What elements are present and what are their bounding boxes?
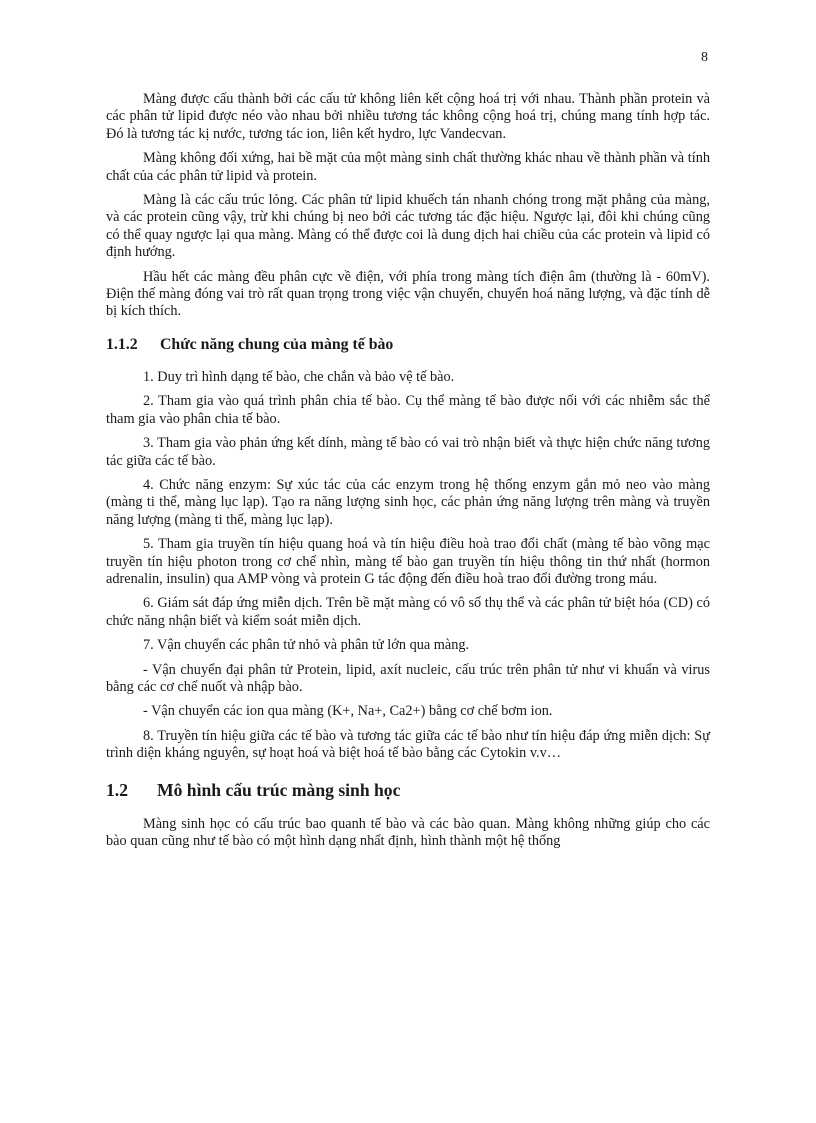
list-item: 3. Tham gia vào phản ứng kết dính, màng tế bào có vai trò nhận biết và thực hiện chức năng tương tác giữa các tế bào.	[106, 435, 710, 469]
paragraph: Màng không đối xứng, hai bề mặt của một màng sinh chất thường khác nhau về thành phần và tính chất của các phân tử lipid và protein.	[106, 150, 710, 184]
page-content	[106, 91, 710, 857]
paragraph: Màng là các cấu trúc lỏng. Các phân tử lipid khuếch tán nhanh chóng trong mặt phẳng của màng, và các protein cũng vậy, trừ khi chúng bị neo bởi các tương tác đặc hiệu. Ngược lại, đôi khi chúng cũng có thể quay ngược lại qua màng. Màng có thể được coi là dung dịch hai chiều của các protein và lipid có định hướng.	[106, 192, 710, 261]
paragraph: Màng sinh học có cấu trúc bao quanh tế bào và các bào quan. Màng không những giúp cho các bào quan cũng như tế bào có một hình dạng nhất định, hình thành một hệ thống	[106, 815, 710, 849]
page-number: 8	[701, 50, 708, 65]
section-heading-1-1-2	[106, 336, 710, 354]
section-number: 1.2	[106, 779, 128, 800]
list-item: 7. Vận chuyển các phân tử nhỏ và phân tử lớn qua màng.	[143, 637, 470, 654]
list-item: - Vận chuyển đại phân tử Protein, lipid, axít nucleic, cấu trúc trên phân tử như vi khuẩn và virus bằng các cơ chế nuốt và nhập bào.	[106, 661, 710, 695]
section-number: 1.1.2	[106, 335, 138, 353]
list-item: 6. Giám sát đáp ứng miễn dịch. Trên bề mặt màng có vô số thụ thể và các phân tử biệt hóa (CD) có chức năng nhận biết và kiểm soát miễn dịch.	[106, 595, 710, 629]
list-item: - Vận chuyển các ion qua màng (K+, Na+, Ca2+) bằng cơ chế bơm ion.	[143, 703, 553, 720]
section-title: Mô hình cấu trúc màng sinh học	[157, 779, 401, 800]
list-item: 4. Chức năng enzym: Sự xúc tác của các enzym trong hệ thống enzym gắn mỏ neo vào màng (màng ti thể, màng lục lạp). Tạo ra năng lượng sinh học, các phản ứng năng lượng trên màng và truyền năng lượng (màng ti thể, màng lục lạp).	[106, 476, 710, 528]
paragraph: Màng được cấu thành bởi các cấu tử không liên kết cộng hoá trị với nhau. Thành phần protein và các phân tử lipid được néo vào nhau bởi nhiều tương tác không cộng hoá trị, chúng mang tính hợp tác. Đó là tương tác kị nước, tương tác ion, liên kết hydro, lực Vandecvan.	[106, 91, 710, 142]
list-item: 8. Truyền tín hiệu giữa các tế bào và tương tác giữa các tế bào như tín hiệu đáp ứng miễn dịch: Sự trình diện kháng nguyên, sự hoạt hoá và biệt hoá tế bào bằng các Cytokin v.v…	[106, 727, 710, 762]
list-item: 5. Tham gia truyền tín hiệu quang hoá và tín hiệu điều hoà trao đổi chất (màng tế bào võng mạc truyền tín hiệu photon trong cơ chế nhìn, màng tế bào gan truyền tín hiệu thông tin thứ nhất (hormon adrenalin, insulin) qua AMP vòng và protein G tác động đến điều hoà trao đổi đường trong máu.	[106, 536, 710, 587]
section-title: Chức năng chung của màng tế bào	[160, 335, 394, 353]
list-item: 1. Duy trì hình dạng tế bào, che chắn và bảo vệ tế bào.	[143, 368, 455, 385]
list-item: 2. Tham gia vào quá trình phân chia tế bào. Cụ thể màng tế bào được nối với các nhiễm sắc thể tham gia vào phân chia tế bào.	[106, 393, 710, 427]
paragraph: Hầu hết các màng đều phân cực về điện, với phía trong màng tích điện âm (thường là - 60mV). Điện thế màng đóng vai trò rất quan trọng trong việc vận chuyển, chuyển hoá năng lượng, và đặc tính dễ bị kích thích.	[106, 268, 710, 320]
section-heading-1-2	[106, 780, 710, 801]
